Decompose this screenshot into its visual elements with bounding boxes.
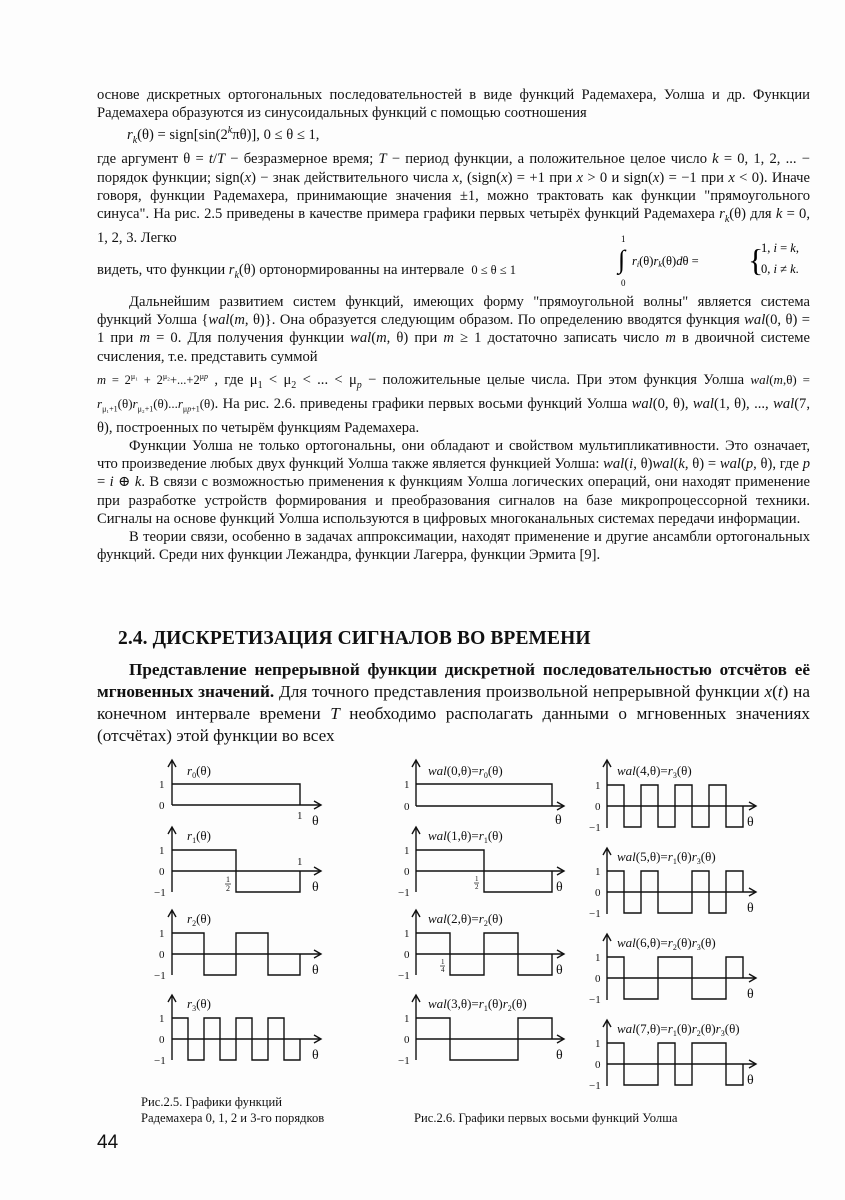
svg-text:2: 2	[475, 883, 479, 891]
caption-fig-2-5	[141, 1094, 324, 1126]
svg-text:1: 1	[159, 1013, 165, 1025]
svg-text:θ: θ	[747, 901, 754, 916]
svg-text:wal(0,θ)=r0(θ): $wal(0,\theta)=r_0(\theta)$	[428, 763, 503, 780]
svg-text:θ: θ	[312, 880, 319, 895]
svg-text:1: 1	[595, 952, 601, 964]
paragraph-walsh-definition: Дальнейшим развитием систем функций, имеющих форму "прямоугольной волны" является система функций Уолша {wal(m, θ)}. Она образуется следующим образом. По определению вводятся функция wal(0, θ) = 1 при m = 0. Для получения функции wal(m, θ) при m ≥ 1 достаточно записать число m в двоичной системе счисления, т.е. представить суммой	[97, 294, 810, 365]
svg-text:−1: −1	[154, 970, 166, 982]
svg-text:wal(2,θ)=r2(θ): $wal(2,\theta)=r_2(\theta)$	[428, 911, 503, 928]
section-body	[97, 659, 810, 747]
caption-fig-2-5-line2: Радемахера 0, 1, 2 и 3-го порядков	[141, 1111, 325, 1125]
svg-text:1: 1	[404, 845, 410, 857]
svg-text:1: 1	[595, 1038, 601, 1050]
svg-text:θ: θ	[747, 815, 754, 830]
svg-text:wal(4,θ)=r3(θ): $wal(4,\theta)=r_3(\theta)$	[617, 763, 692, 780]
svg-text:0: 0	[159, 866, 165, 878]
svg-text:θ: θ	[747, 987, 754, 1002]
svg-text:wal(5,θ)=r1(θ)r3(θ): $wal(5,\theta)=r_1(\theta)r_3(\theta)$	[617, 849, 716, 866]
svg-text:1, i = k,: 1, i = k,	[761, 241, 799, 255]
plot-r1	[154, 827, 321, 899]
svg-text:θ: θ	[312, 814, 319, 829]
svg-text:wal(1,θ)=r1(θ): $wal(1,\theta)=r_1(\theta)$	[428, 828, 503, 845]
svg-text:−1: −1	[398, 970, 410, 982]
svg-text:∫: ∫	[618, 245, 626, 274]
paragraph-definition: где аргумент θ = t/T − безразмерное время; T − период функции, а положительное целое число k = 0, 1, 2, ... − порядок функции; sign(x) − знак действительного числа x, (sign(x) = +1 при x > 0 и sign(x) = −1 при x < 0). Иначе говоря, функции Радемахера, принимающие значения ±1, можно трактовать как функции "прямоугольного синуса". На рис. 2.5 приведены в качестве примера графики первых четырёх функций Радемахера $r_k(\theta)$ для k = 0, 1, 2, 3. Легко	[97, 151, 810, 247]
svg-text:θ: θ	[556, 963, 563, 978]
svg-text:0: 0	[404, 801, 410, 813]
svg-text:0: 0	[595, 887, 601, 899]
svg-text:θ: θ	[312, 963, 319, 978]
svg-text:wal(7,θ)=r1(θ)r2(θ)r3(θ): $wal(7,\theta)=r_1(\theta)r_2(\theta)r_3(\theta)$	[617, 1021, 740, 1038]
svg-text:0: 0	[595, 1059, 601, 1071]
svg-text:θ: θ	[312, 1048, 319, 1063]
svg-text:θ: θ	[555, 813, 562, 828]
svg-text:1: 1	[404, 928, 410, 940]
svg-text:1: 1	[404, 1013, 410, 1025]
svg-text:4: 4	[441, 966, 445, 974]
svg-text:−1: −1	[589, 822, 601, 834]
svg-text:wal(3,θ)=r1(θ)r2(θ): $wal(3,\theta)=r_1(\theta)r_2(\theta)$	[428, 996, 527, 1013]
svg-text:−1: −1	[398, 887, 410, 899]
svg-text:0: 0	[159, 1034, 165, 1046]
svg-text:−1: −1	[154, 1055, 166, 1067]
svg-text:θ: θ	[556, 880, 563, 895]
plot-r0	[159, 760, 321, 829]
section-heading: 2.4. ДИСКРЕТИЗАЦИЯ СИГНАЛОВ ВО ВРЕМЕНИ	[118, 628, 591, 649]
svg-text:1: 1	[159, 779, 165, 791]
body-text-walsh	[97, 293, 810, 565]
svg-text:r0(θ): $r_0(\theta)$	[187, 763, 211, 780]
svg-text:1: 1	[159, 845, 165, 857]
svg-text:1: 1	[226, 875, 230, 884]
svg-text:θ: θ	[747, 1073, 754, 1088]
svg-text:wal(6,θ)=r2(θ)r3(θ): $wal(6,\theta)=r_2(\theta)r_3(\theta)$	[617, 935, 716, 952]
svg-text:1: 1	[441, 958, 445, 966]
svg-text:0: 0	[595, 801, 601, 813]
section-lead-paragraph: Представление непрерывной функции дискретной последовательностью отсчётов её мгновенных значений. Для точного представления произвольной непрерывной функции x(t) на конечном интервале времени T необходимо располагать данными о мгновенных значениях (отсчётах) этой функции во всех	[97, 660, 810, 745]
paragraph-other-functions: В теории связи, особенно в задачах аппроксимации, находят применение и другие ансамбли ортогональных функций. Среди них функции Лежандра, функции Лагерра, функции Эрмита [9].	[97, 529, 810, 564]
paragraph-orthonormal: видеть, что функции $r_k(\theta)$ ортонормированны на интервале 0 ≤ θ ≤ 1	[97, 262, 517, 282]
svg-text:1: 1	[159, 928, 165, 940]
svg-text:2: 2	[226, 884, 230, 893]
svg-text:0: 0	[404, 949, 410, 961]
svg-text:−1: −1	[589, 994, 601, 1006]
paragraph-intro: основе дискретных ортогональных последовательностей в виде функций Радемахера, Уолша и др. Функции Радемахера образуются из синусоидальных функций с помощью соотношения	[97, 87, 810, 122]
svg-text:0, i ≠ k.: 0, i ≠ k.	[761, 262, 799, 276]
section-lead-bold: Представление непрерывной функции дискретной последовательностью отсчётов её мгновенных значений.	[97, 660, 810, 701]
plot-wal6	[589, 934, 756, 1006]
plot-wal4	[589, 760, 756, 834]
svg-text:0: 0	[404, 866, 410, 878]
plot-wal5	[589, 848, 756, 920]
figure-walsh-col1	[380, 755, 580, 1080]
paragraph-walsh-sum: $m = 2^{\mu_1} + 2^{\mu_2}+...+2^{\mu p}$ , где $\mu_1 < \mu_2$ < ... < $\mu_p$ − положительные целые числа. При этом функция Уолша $wal(m,\theta) = r_{\mu_1+1}(\theta)r_{\mu_2+1}(\theta)...r_{\mu p+1}(\theta)$. На рис. 2.6. приведены графики первых восьми функций Уолша wal(0, θ), wal(1, θ), ..., wal(7, θ), построенных по четырём функциям Радемахера.	[97, 371, 810, 436]
svg-text:0: 0	[404, 1034, 410, 1046]
svg-text:θ: θ	[556, 1048, 563, 1063]
svg-text:1: 1	[404, 779, 410, 791]
plot-wal2	[398, 910, 564, 982]
svg-text:ri(θ)rk(θ)dθ =: ri(θ)rk(θ)dθ =	[632, 254, 699, 269]
plot-r3	[154, 995, 321, 1067]
svg-text:1: 1	[297, 810, 303, 822]
orthonormality-integral	[616, 232, 816, 290]
rademacher-formula: $r_k(\theta)$ = $sign[\sin(2^k\pi\theta)]$, 0 ≤ θ ≤ 1,	[127, 125, 320, 147]
svg-text:r3(θ): $r_3(\theta)$	[187, 996, 211, 1013]
plot-wal3	[398, 995, 564, 1067]
svg-text:r1(θ): $r_1(\theta)$	[187, 828, 211, 845]
figure-walsh-col2	[585, 755, 785, 1100]
plot-r2	[154, 910, 321, 982]
page-number: 44	[97, 1132, 119, 1153]
caption-fig-2-5-line1: Рис.2.5. Графики функций	[141, 1095, 283, 1109]
plot-wal7	[589, 1020, 756, 1092]
svg-text:−1: −1	[589, 1080, 601, 1092]
svg-text:0: 0	[621, 278, 626, 288]
svg-text:0: 0	[595, 973, 601, 985]
svg-text:1: 1	[595, 866, 601, 878]
paragraph-multiplicativity: Функции Уолша не только ортогональны, они обладают и свойством мультипликативности. Это означает, что произведение любых двух функций Уолша также является функцией Уолша: wal(i, θ)wal(k, θ) = wal(p, θ), где p = i ⊕ k. В связи с возможностью применения к функциям Уолша логических операций, они находят применение при разработке устройств формирования и преобразования сигналов на базе микропроцессорной техники. Сигналы на основе функций Уолша используются в цифровых многоканальных системах передачи информации.	[97, 438, 810, 527]
svg-text:−1: −1	[589, 908, 601, 920]
svg-text:−1: −1	[154, 887, 166, 899]
svg-text:0: 0	[159, 949, 165, 961]
svg-text:1: 1	[297, 856, 303, 868]
plot-wal0	[404, 760, 564, 828]
svg-text:1: 1	[621, 234, 626, 244]
svg-text:{: {	[748, 242, 764, 278]
svg-text:1: 1	[475, 875, 479, 883]
svg-text:1: 1	[595, 780, 601, 792]
figure-rademacher	[140, 755, 340, 1080]
caption-fig-2-6: Рис.2.6. Графики первых восьми функций Уолша	[414, 1111, 678, 1125]
plot-wal1	[398, 827, 564, 899]
svg-text:0: 0	[159, 800, 165, 812]
svg-text:r2(θ): $r_2(\theta)$	[187, 911, 211, 928]
svg-text:−1: −1	[398, 1055, 410, 1067]
